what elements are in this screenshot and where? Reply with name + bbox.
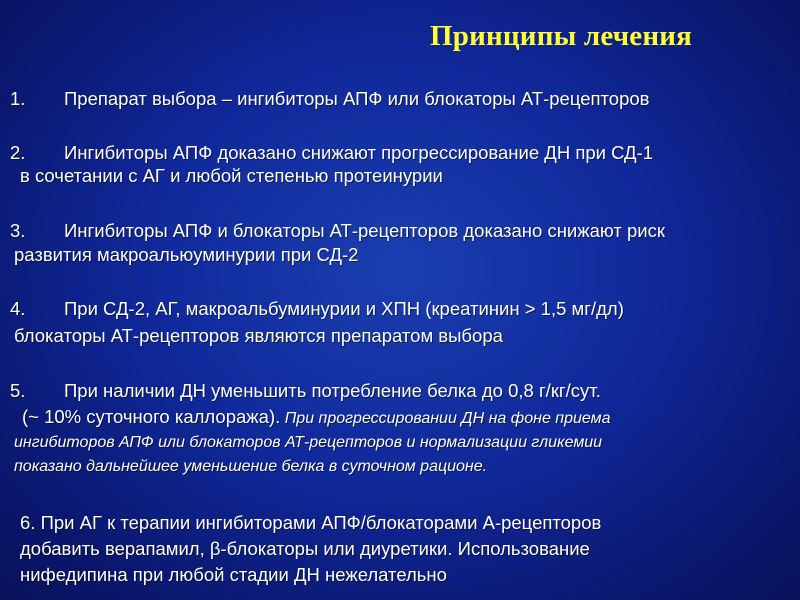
item-3-number: 3.: [10, 220, 26, 241]
slide-title: Принципы лечения: [430, 20, 693, 52]
item-4-line-2: блокаторы АТ-рецепторов являются препаратом выбора: [14, 325, 503, 346]
item-2: [10, 142, 653, 164]
item-3-line-1: Ингибиторы АПФ и блокаторы АТ-рецепторов доказано снижают риск: [64, 220, 665, 241]
item-2-number: 2.: [10, 142, 26, 163]
item-5: [10, 380, 601, 402]
item-5-line-2-container: [22, 406, 611, 430]
item-3: [10, 220, 665, 242]
item-1-number: 1.: [10, 88, 26, 109]
item-5-line-1: При наличии ДН уменьшить потребление белка до 0,8 г/кг/сут.: [64, 380, 601, 401]
item-6-line-2: добавить верапамил, β-блокаторы или диуретики. Использование: [20, 538, 590, 559]
item-2-line-2: в сочетании с АГ и любой степенью протеинурии: [20, 165, 443, 186]
item-5-number: 5.: [10, 380, 26, 401]
item-4-line-1: При СД-2, АГ, макроальбуминурии и ХПН (креатинин > 1,5 мг/дл): [64, 298, 624, 319]
item-6-line-3: нифедипина при любой стадии ДН нежелательно: [20, 564, 447, 585]
item-1-line-1: Препарат выбора – ингибиторы АПФ или блокаторы АТ-рецепторов: [64, 88, 650, 109]
item-5-line-2: (~ 10% суточного каллоража).: [22, 406, 281, 427]
item-3-line-2: развития макроальюуминурии при СД-2: [14, 244, 359, 265]
item-6-line-1: 6. При АГ к терапии ингибиторами АПФ/блокаторами А-рецепторов: [20, 512, 602, 533]
item-5-note-1: При прогрессировании ДН на фоне приема: [280, 410, 611, 427]
item-4: [10, 298, 624, 320]
item-5-note-2: ингибиторов АПФ или блокаторов АТ-рецепторов и нормализации гликемии: [14, 434, 603, 451]
item-5-note-3: показано дальнейшее уменьшение белка в суточном рационе.: [14, 458, 488, 475]
item-1: [10, 88, 650, 110]
item-2-line-1: Ингибиторы АПФ доказано снижают прогрессирование ДН при СД-1: [64, 142, 654, 163]
item-4-number: 4.: [10, 298, 26, 319]
